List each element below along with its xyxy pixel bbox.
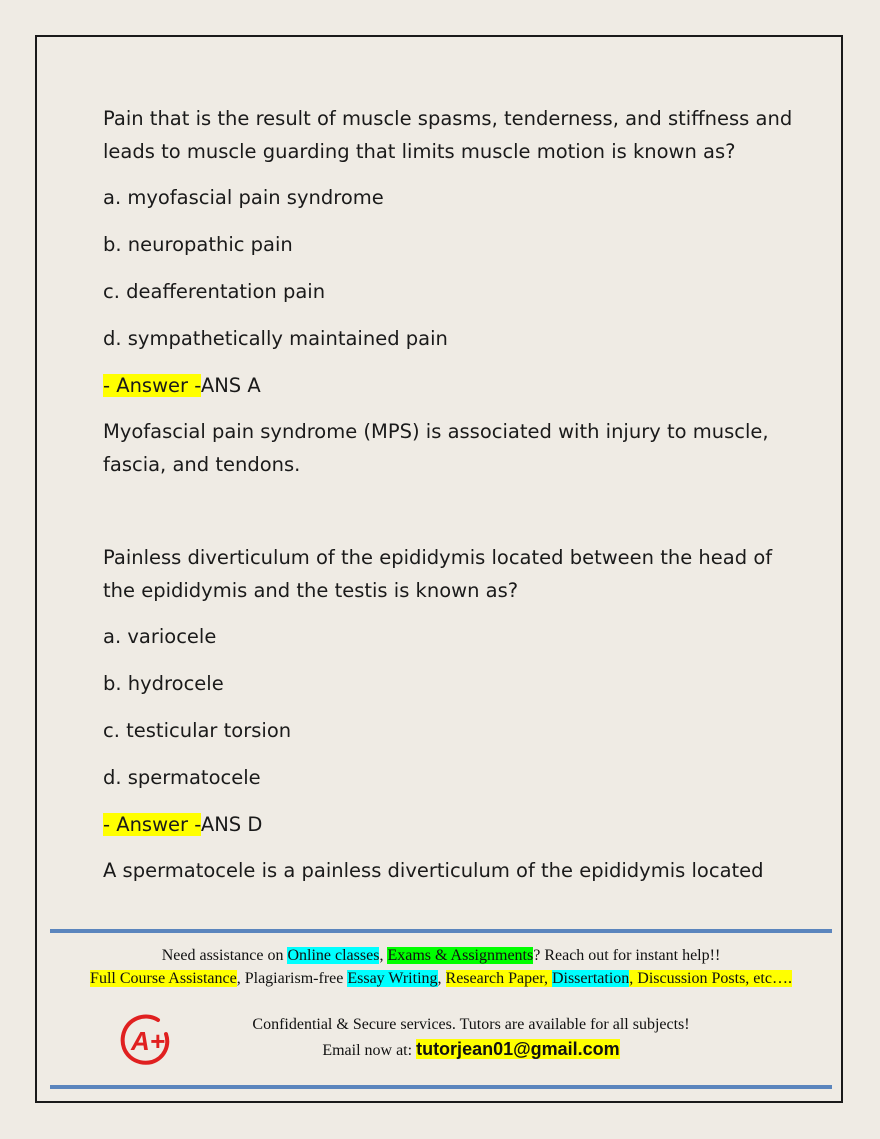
question-1-option-d: d. sympathetically maintained pain: [103, 327, 448, 350]
question-2-text: Painless diverticulum of the epididymis located between the head of the epididymis and the testis is known as?: [103, 546, 773, 602]
answer-value: ANS A: [200, 374, 261, 397]
email-address[interactable]: tutorjean01@gmail.com: [416, 1039, 620, 1059]
question-1-explanation: Myofascial pain syndrome (MPS) is associated with injury to muscle, fascia, and tendons.: [103, 420, 769, 476]
question-2-option-a: a. variocele: [103, 625, 217, 648]
footer-divider-bottom: [50, 1085, 832, 1089]
footer-line-3: Confidential & Secure services. Tutors are available for all subjects!: [252, 1016, 690, 1033]
answer-value: ANS D: [200, 813, 263, 836]
question-2-option-c: c. testicular torsion: [103, 719, 292, 742]
question-2-explanation: A spermatocele is a painless diverticulum of the epididymis located: [103, 859, 764, 882]
logo-text: A+: [131, 1026, 165, 1056]
footer-text: ,: [437, 970, 446, 987]
essay-writing-highlight: Essay Writing: [347, 970, 438, 987]
discussion-posts-highlight: , Discussion Posts, etc….: [629, 970, 792, 987]
full-course-highlight: Full Course Assistance: [90, 970, 237, 987]
footer-text: Need assistance on: [161, 947, 288, 964]
question-1-option-b: b. neuropathic pain: [103, 233, 293, 256]
question-1-option-a: a. myofascial pain syndrome: [103, 186, 384, 209]
footer-line-2: [50, 967, 832, 990]
dissertation-highlight: Dissertation: [551, 970, 630, 987]
footer-divider-top: [50, 929, 832, 933]
answer-label: - Answer -: [103, 813, 201, 836]
question-1-answer: [103, 369, 803, 402]
footer-line-1: [50, 944, 832, 967]
question-1-text: Pain that is the result of muscle spasms, tenderness, and stiffness and leads to muscle guarding that limits muscle motion is known as?: [103, 107, 793, 163]
footer-text: ,: [379, 947, 388, 964]
question-2-option-d: d. spermatocele: [103, 766, 261, 789]
question-2-option-b: b. hydrocele: [103, 672, 224, 695]
question-2-answer: [103, 808, 803, 841]
research-paper-highlight: Research Paper,: [445, 970, 552, 987]
email-label: Email now at:: [322, 1042, 417, 1059]
footer-text: , Plagiarism-free: [236, 970, 348, 987]
exams-highlight: Exams & Assignments: [387, 947, 534, 964]
document-body: [103, 102, 803, 887]
footer-email-line: [50, 1038, 832, 1062]
answer-label: - Answer -: [103, 374, 201, 397]
online-classes-highlight: Online classes: [287, 947, 380, 964]
question-1-option-c: c. deafferentation pain: [103, 280, 326, 303]
footer-text: ? Reach out for instant help!!: [533, 947, 721, 964]
